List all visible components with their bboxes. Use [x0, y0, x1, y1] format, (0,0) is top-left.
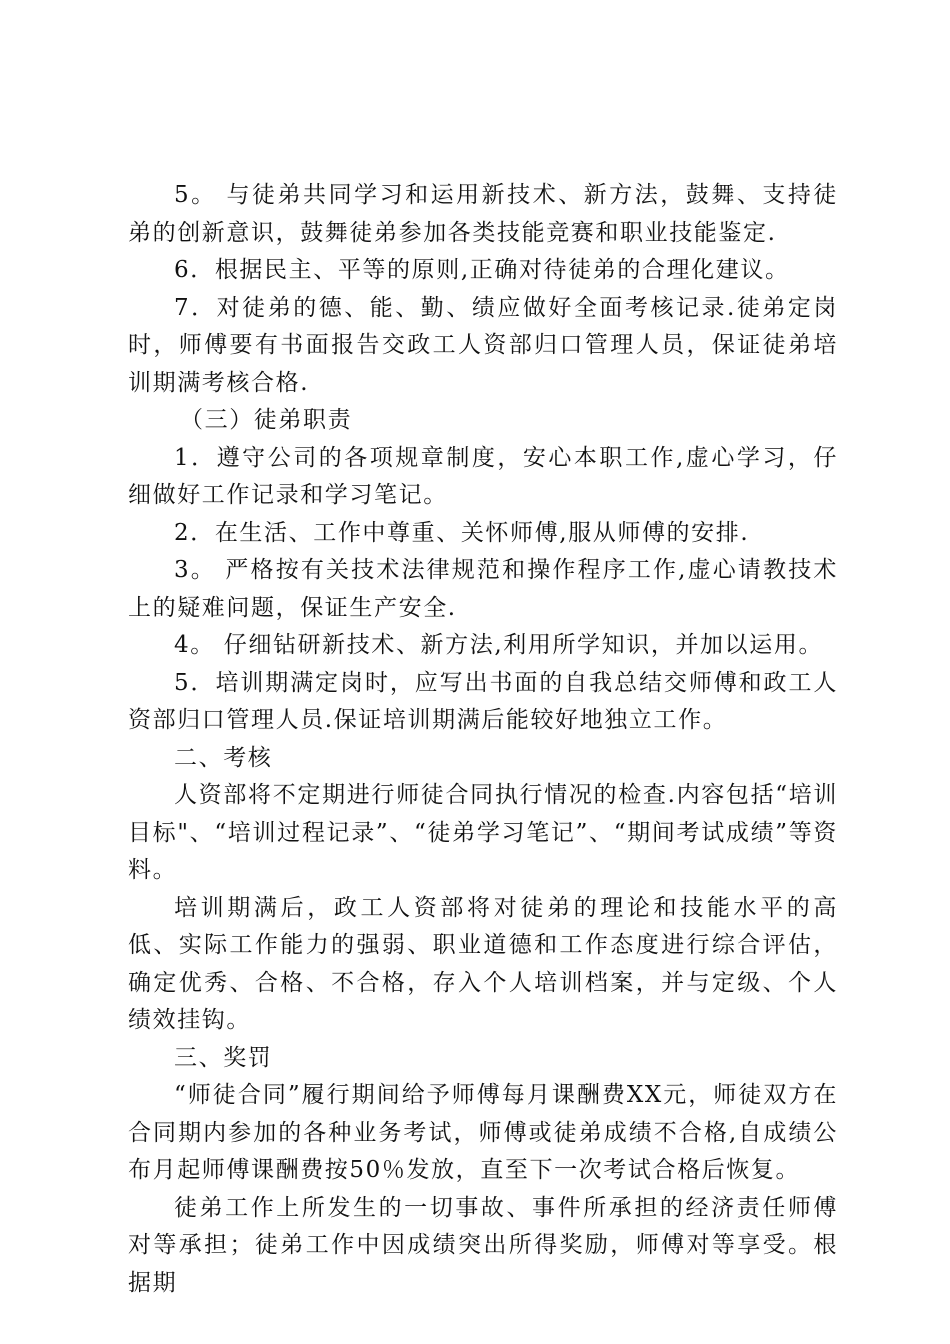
- item-1-apprentice: 1．遵守公司的各项规章制度，安心本职工作,虚心学习，仔细做好工作记录和学习笔记。: [128, 444, 838, 508]
- section-assessment: 二、考核: [174, 744, 273, 771]
- section-apprentice-duties: （三）徒弟职责: [180, 407, 353, 433]
- document-body: [128, 177, 838, 1302]
- item-5-apprentice: 5．培训期满定岗时，应写出书面的自我总结交师傅和政工人资部归口管理人员.保证培训期满后能较好地独立工作。: [128, 669, 838, 733]
- assessment-para-2: 培训期满后，政工人资部将对徒弟的理论和技能水平的高低、实际工作能力的强弱、职业道德和工作态度进行综合评估，确定优秀、合格、不合格，存入个人培训档案，并与定级、个人绩效挂钩。: [128, 894, 838, 1033]
- item-2-apprentice: 2．在生活、工作中尊重、关怀师傅,服从师傅的安排.: [174, 519, 750, 546]
- item-6-mentor: 6．根据民主、平等的原则,正确对待徒弟的合理化建议。: [174, 257, 790, 283]
- item-3-apprentice: 3。 严格按有关技术法律规范和操作程序工作,虚心请教技术上的疑难问题，保证生产安全.: [128, 557, 838, 621]
- rewards-para-2: 徒弟工作上所发生的一切事故、事件所承担的经济责任师傅对等承担；徒弟工作中因成绩突出所得奖励，师傅对等享受。根据期: [128, 1194, 838, 1296]
- item-7-mentor: 7．对徒弟的德、能、勤、绩应做好全面考核记录.徒弟定岗时，师傅要有书面报告交政工人资部归口管理人员，保证徒弟培训期满考核合格.: [128, 294, 838, 396]
- item-4-apprentice: 4。 仔细钻研新技术、新方法,利用所学知识，并加以运用。: [174, 632, 824, 658]
- section-rewards-penalties: 三、奖罚: [174, 1044, 273, 1071]
- item-5-mentor: 5。 与徒弟共同学习和运用新技术、新方法，鼓舞、支持徒弟的创新意识，鼓舞徒弟参加各类技能竞赛和职业技能鉴定.: [128, 182, 838, 246]
- rewards-para-1: “师徒合同”履行期间给予师傅每月课酬费XX元，师徒双方在合同期内参加的各种业务考试，师傅或徒弟成绩不合格,自成绩公布月起师傅课酬费按50％发放，直至下一次考试合格后恢复。: [128, 1082, 838, 1183]
- assessment-para-1: 人资部将不定期进行师徒合同执行情况的检查.内容包括“培训目标"、“培训过程记录”、“徒弟学习笔记”、“期间考试成绩”等资料。: [128, 782, 838, 883]
